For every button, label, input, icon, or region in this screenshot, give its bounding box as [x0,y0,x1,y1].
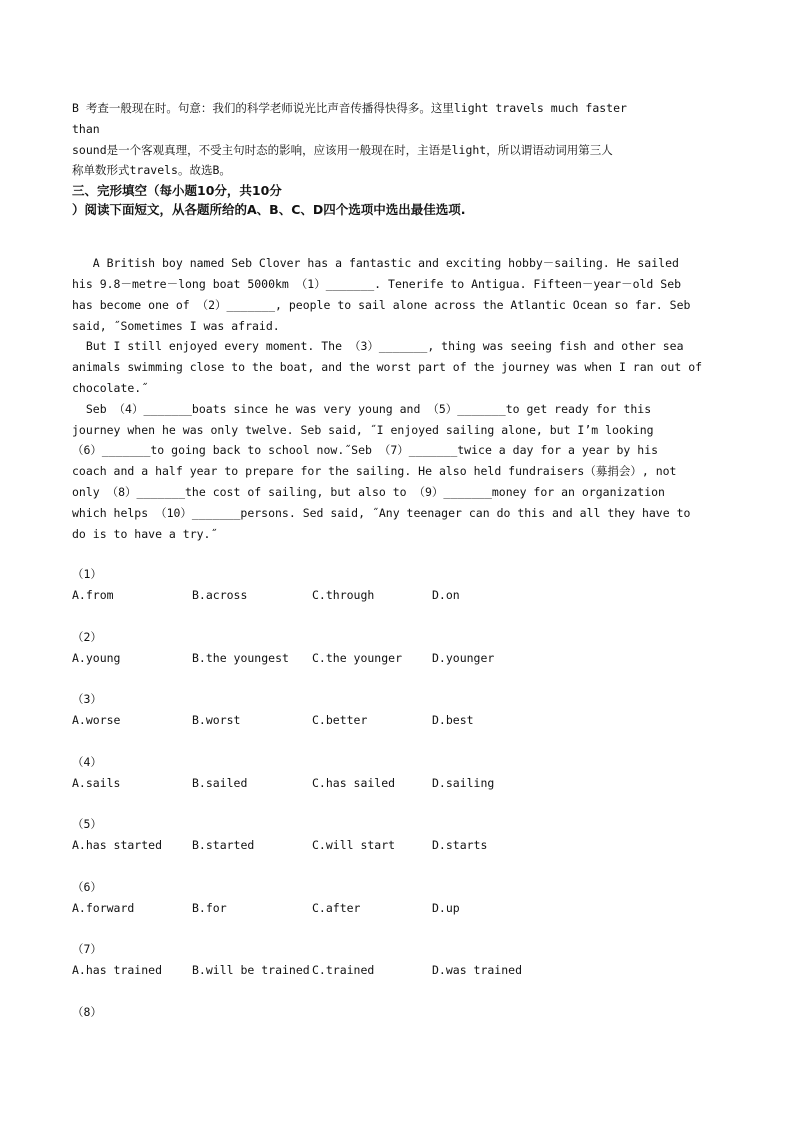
document-page [72,98,722,1043]
option-a: A.young [72,650,121,665]
option-c: C.the younger [312,650,403,665]
option-a: A.from [72,588,114,603]
cloze-passage [72,253,722,544]
question-4 [72,752,722,794]
passage-line: only （8）_______the cost of sailing, but also to （9）_______money for an organization [72,484,665,499]
question-number: （4） [72,754,102,769]
option-row [72,960,722,981]
answer-explanation [72,98,722,181]
option-d: D.was trained [432,963,523,978]
option-b: B.across [192,588,248,603]
passage-line: Seb （4）_______boats since he was very young and （5）_______to get ready for this [72,401,652,416]
option-c: C.after [312,900,361,915]
section-title: 三、完形填空（每小题10分，共10分 [72,183,282,199]
option-d: D.up [432,900,460,915]
option-c: C.trained [312,963,375,978]
explanation-line: than [72,121,100,136]
passage-line: But I still enjoyed every moment. The （3）_______, thing was seeing fish and other sea [72,339,684,354]
option-c: C.through [312,588,375,603]
option-b: B.for [192,900,227,915]
question-list [72,564,722,1023]
option-c: C.better [312,713,368,728]
option-b: B.worst [192,713,241,728]
question-number: （3） [72,692,102,707]
question-number: （8） [72,1004,102,1019]
question-number: （6） [72,879,102,894]
option-d: D.sailing [432,775,495,790]
option-a: A.has started [72,838,163,853]
option-a: A.forward [72,900,135,915]
passage-line: coach and a half year to prepare for the sailing. He also held fundraisers（募捐会）, not [72,464,677,479]
option-b: B.sailed [192,775,248,790]
option-d: D.younger [432,650,495,665]
option-row [72,898,722,919]
option-c: C.has sailed [312,775,396,790]
passage-line: journey when he was only twelve. Seb said, ˝I enjoyed sailing alone, but I’m looking [72,422,654,437]
question-2 [72,627,722,669]
question-6 [72,877,722,919]
option-b: B.will be trained [192,963,310,978]
option-a: A.worse [72,713,121,728]
option-d: D.on [432,588,460,603]
option-c: C.will start [312,838,396,853]
question-5 [72,814,722,856]
explanation-line: 称单数形式travels。故选B。 [72,163,231,178]
option-row [72,773,722,794]
option-row [72,648,722,669]
passage-line: A British boy named Seb Clover has a fantastic and exciting hobby－sailing. He sailed [72,256,679,271]
option-b: B.the youngest [192,650,289,665]
question-3 [72,689,722,731]
option-row [72,835,722,856]
option-row [72,585,722,606]
question-number: （1） [72,567,102,582]
passage-line: （6）_______to going back to school now.˝Seb （7）_______twice a day for a year by his [72,443,659,458]
explanation-line: B 考查一般现在时。句意：我们的科学老师说光比声音传播得快得多。这里light travels much faster [72,101,627,115]
question-number: （2） [72,629,102,644]
question-8 [72,1002,722,1023]
section-instruction: ）阅读下面短文，从各题所给的A、B、C、D四个选项中选出最佳选项. [72,202,466,218]
option-d: D.best [432,713,474,728]
question-number: （5） [72,817,102,832]
passage-line: do is to have a try.˝ [72,526,218,541]
option-a: A.sails [72,775,121,790]
question-7 [72,939,722,981]
passage-line: animals swimming close to the boat, and the worst part of the journey was when I ran out of [72,360,703,375]
option-a: A.has trained [72,963,163,978]
option-row [72,710,722,731]
passage-line: his 9.8－metre－long boat 5000km （1）_______. Tenerife to Antigua. Fifteen－year－old Seb [72,276,682,291]
passage-line: said, ˝Sometimes I was afraid. [72,318,280,333]
passage-line: chocolate.˝ [72,380,149,395]
question-number: （7） [72,942,102,957]
option-b: B.started [192,838,255,853]
question-1 [72,564,722,606]
option-d: D.starts [432,838,488,853]
passage-line: which helps （10）_______persons. Sed said, ˝Any teenager can do this and all they have to [72,505,691,520]
explanation-line: sound是一个客观真理，不受主句时态的影响，应该用一般现在时，主语是light，所以谓语动词用第三人 [72,142,613,157]
passage-line: has become one of （2）_______, people to sail alone across the Atlantic Ocean so far. Seb [72,297,691,312]
